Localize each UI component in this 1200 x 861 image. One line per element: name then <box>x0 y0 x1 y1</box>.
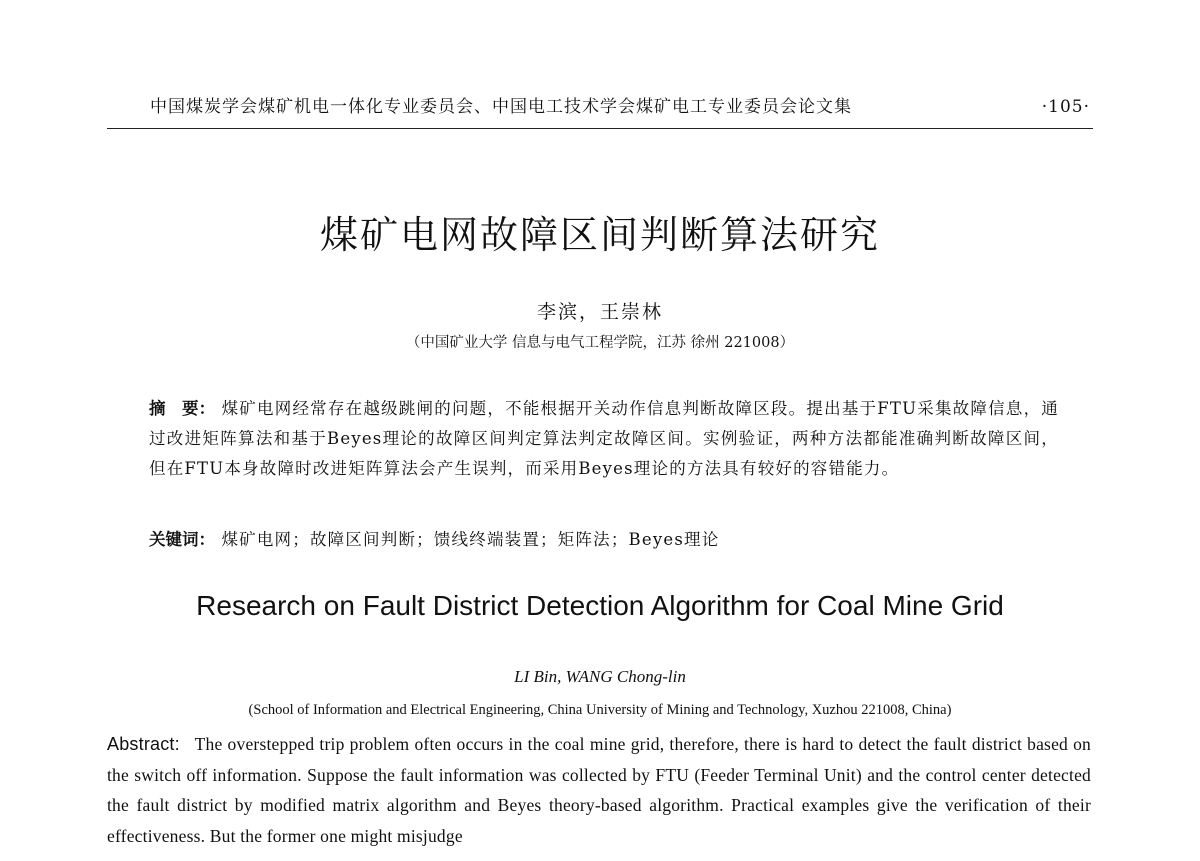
chinese-keywords <box>149 525 1059 555</box>
english-abstract-text: The overstepped trip problem often occurs in the coal mine grid, therefore, there is hard to detect the fault district based on the switch off information. Suppose the fault information was collected by FTU (Feeder Terminal Unit) and the control center detected the fault district by modified matrix algorithm and Beyes theory-based algorithm. Practical examples give the verification of their effectiveness. But the former one might misjudge <box>107 734 1092 846</box>
chinese-abstract <box>149 394 1059 484</box>
chinese-title: 煤矿电网故障区间判断算法研究 <box>319 213 880 257</box>
header-rule <box>107 128 1093 129</box>
english-affiliation: (School of Information and Electrical Engineering, China University of Mining and Technology, Xuzhou 221008, China) <box>248 702 952 718</box>
chinese-keywords-label: 关键词： <box>149 530 215 549</box>
chinese-abstract-label: 摘 要： <box>149 399 216 418</box>
english-abstract <box>107 729 1091 851</box>
english-abstract-label: Abstract: <box>107 734 180 754</box>
chinese-keywords-text: 煤矿电网；故障区间判断；馈线终端装置；矩阵法；Beyes理论 <box>221 530 720 549</box>
journal-name: 中国煤炭学会煤矿机电一体化专业委员会、中国电工技术学会煤矿电工专业委员会论文集 <box>150 97 852 117</box>
chinese-affiliation: （中国矿业大学 信息与电气工程学院，江苏 徐州 221008） <box>405 335 795 351</box>
chinese-abstract-text: 煤矿电网经常存在越级跳闸的问题，不能根据开关动作信息判断故障区段。提出基于FTU采集故障信息，通过改进矩阵算法和基于Beyes理论的故障区间判定算法判定故障区间。实例验证，两种方法都能准确判断故障区间，但在FTU本身故障时改进矩阵算法会产生误判，而采用Beyes理论的方法具有较好的容错能力。 <box>149 399 1059 478</box>
running-header <box>150 92 1090 117</box>
english-authors: LI Bin, WANG Chong-lin <box>514 667 686 686</box>
page-number: ·105· <box>1041 97 1090 117</box>
chinese-authors: 李滨，王崇林 <box>536 301 663 323</box>
english-title: Research on Fault District Detection Algorithm for Coal Mine Grid <box>196 590 1004 621</box>
